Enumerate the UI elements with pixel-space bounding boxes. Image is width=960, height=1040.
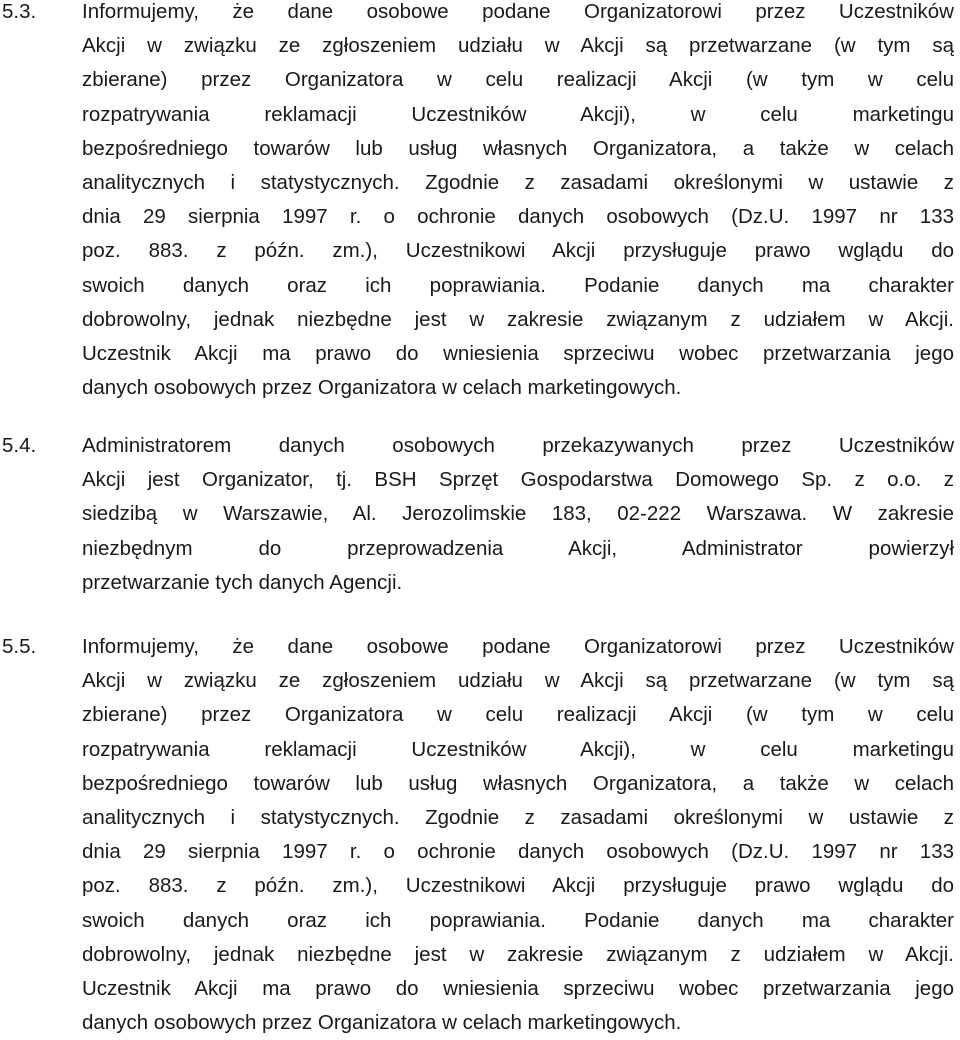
paragraph-line: swoich danych oraz ich poprawiania. Podanie danych ma charakter	[82, 908, 954, 932]
paragraph-line: bezpośredniego towarów lub usług własnych Organizatora, a także w celach	[82, 771, 954, 795]
paragraph-line: analitycznych i statystycznych. Zgodnie z zasadami określonymi w ustawie z	[82, 805, 954, 829]
section-body	[82, 429, 954, 600]
paragraph-line: poz. 883. z późn. zm.), Uczestnikowi Akcji przysługuje prawo wglądu do	[82, 239, 954, 263]
section-number: 5.5.	[2, 635, 37, 658]
paragraph-line: Akcji w związku ze zgłoszeniem udziału w Akcji są przetwarzane (w tym są	[82, 669, 954, 693]
section-number: 5.3.	[2, 0, 37, 23]
paragraph-line: dobrowolny, jednak niezbędne jest w zakresie związanym z udziałem w Akcji.	[82, 307, 954, 331]
paragraph-line: dobrowolny, jednak niezbędne jest w zakresie związanym z udziałem w Akcji.	[82, 942, 954, 966]
paragraph-line: Informujemy, że dane osobowe podane Organizatorowi przez Uczestników	[82, 635, 954, 658]
paragraph-line: Akcji jest Organizator, tj. BSH Sprzęt Gospodarstwa Domowego Sp. z o.o. z	[82, 468, 954, 492]
paragraph-line: danych osobowych przez Organizatora w celach marketingowych.	[82, 376, 682, 400]
paragraph-line: poz. 883. z późn. zm.), Uczestnikowi Akcji przysługuje prawo wglądu do	[82, 874, 954, 898]
paragraph-line: przetwarzanie tych danych Agencji.	[82, 570, 403, 594]
paragraph-line: zbierane) przez Organizatora w celu realizacji Akcji (w tym w celu	[82, 703, 954, 727]
section-number: 5.4.	[2, 434, 37, 457]
paragraph-line: danych osobowych przez Organizatora w celach marketingowych.	[82, 1011, 682, 1035]
paragraph-line: Uczestnik Akcji ma prawo do wniesienia sprzeciwu wobec przetwarzania jego	[82, 976, 954, 1000]
paragraph-line: zbierane) przez Organizatora w celu realizacji Akcji (w tym w celu	[82, 68, 954, 92]
paragraph-line: Uczestnik Akcji ma prawo do wniesienia sprzeciwu wobec przetwarzania jego	[82, 341, 954, 365]
paragraph-line: swoich danych oraz ich poprawiania. Podanie danych ma charakter	[82, 273, 954, 297]
section-body	[82, 0, 954, 405]
paragraph-line: rozpatrywania reklamacji Uczestników Akcji), w celu marketingu	[82, 737, 954, 761]
paragraph-line: Administratorem danych osobowych przekazywanych przez Uczestników	[82, 434, 954, 457]
paragraph-line: Akcji w związku ze zgłoszeniem udziału w Akcji są przetwarzane (w tym są	[82, 34, 954, 58]
paragraph-line: dnia 29 sierpnia 1997 r. o ochronie danych osobowych (Dz.U. 1997 nr 133	[82, 840, 954, 864]
paragraph-line: niezbędnym do przeprowadzenia Akcji, Administrator powierzył	[82, 536, 954, 560]
paragraph-line: bezpośredniego towarów lub usług własnych Organizatora, a także w celach	[82, 136, 954, 160]
paragraph-line: siedzibą w Warszawie, Al. Jerozolimskie 183, 02-222 Warszawa. W zakresie	[82, 502, 954, 526]
paragraph-line: analitycznych i statystycznych. Zgodnie z zasadami określonymi w ustawie z	[82, 170, 954, 194]
paragraph-line: dnia 29 sierpnia 1997 r. o ochronie danych osobowych (Dz.U. 1997 nr 133	[82, 205, 954, 229]
section-body	[82, 630, 954, 1040]
paragraph-line: Informujemy, że dane osobowe podane Organizatorowi przez Uczestników	[82, 0, 954, 23]
paragraph-line: rozpatrywania reklamacji Uczestników Akcji), w celu marketingu	[82, 102, 954, 126]
